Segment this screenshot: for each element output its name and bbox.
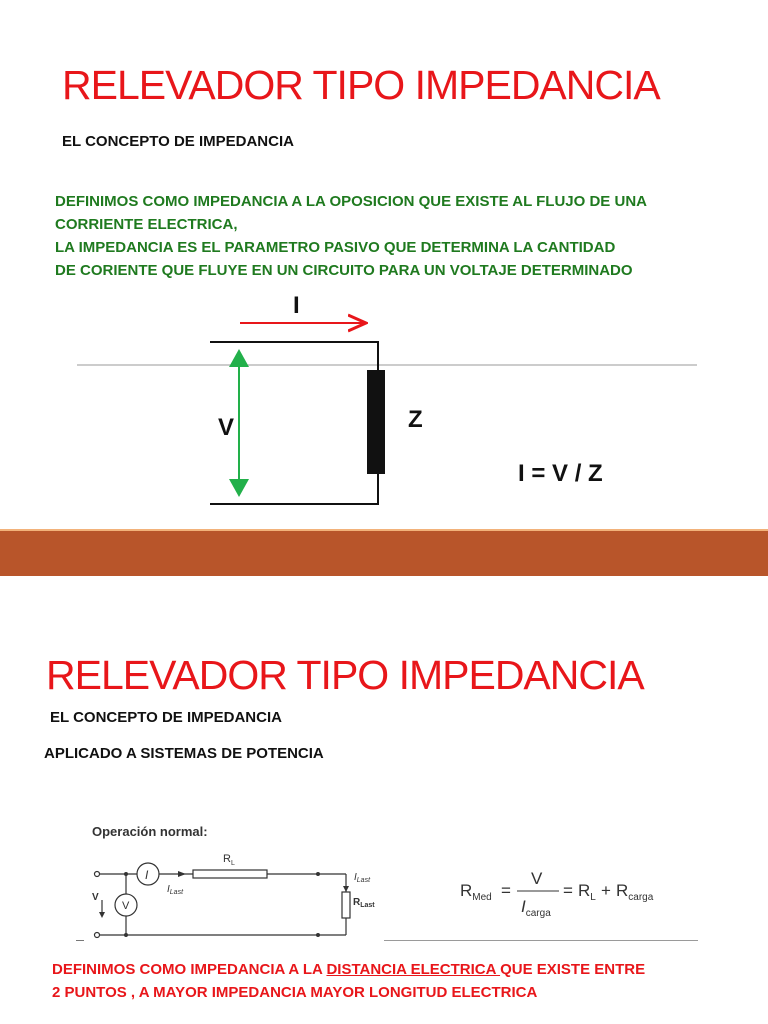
bottom-wire — [210, 474, 378, 504]
terminal-bottom — [95, 933, 100, 938]
plus-sign: + — [601, 881, 611, 900]
ilast-label-left: $I_{Last}$ — [167, 884, 184, 896]
current-label: I — [293, 292, 300, 319]
rlast-label: $R_{Last}$ — [353, 897, 375, 909]
slide2-subtitle: EL CONCEPTO DE IMPEDANCIA — [50, 709, 282, 726]
slide-separator-band — [0, 531, 768, 576]
rmed-lhs: $R_{Med}$ — [460, 881, 492, 903]
baseline-tick — [76, 940, 84, 941]
impedance-block — [367, 370, 385, 474]
slide2-title: RELEVADOR TIPO IMPEDANCIA — [46, 652, 644, 698]
slide1-subtitle: EL CONCEPTO DE IMPEDANCIA — [62, 133, 294, 150]
load-resistance — [342, 892, 350, 918]
definition-line: DEFINIMOS COMO IMPEDANCIA A LA OPOSICION QUE EXISTE AL FLUJO DE UNA — [55, 193, 647, 210]
normal-operation-circuit — [70, 818, 390, 948]
definition-part2: QUE EXISTE ENTRE — [500, 961, 646, 978]
ilast-label-right: $I_{Last}$ — [354, 872, 371, 884]
baseline-line — [384, 940, 698, 941]
rcarga-term: $R_{carga}$ — [616, 881, 654, 903]
voltmeter-label: V — [122, 900, 130, 912]
definition-line: LA IMPEDANCIA ES EL PARAMETRO PASIVO QUE DETERMINA LA CANTIDAD — [55, 239, 616, 256]
rl-term: $R_L$ — [578, 881, 596, 903]
eq-sign-2: = — [563, 881, 573, 900]
definition-line: DE CORIENTE QUE FLUYE EN UN CIRCUITO PARA UN VOLTAJE DETERMINADO — [55, 262, 633, 279]
slide1-definition — [55, 190, 647, 282]
slide2-applied: APLICADO A SISTEMAS DE POTENCIA — [44, 745, 324, 762]
rmed-formula — [455, 860, 675, 924]
definition-line: CORRIENTE ELECTRICA, — [55, 216, 238, 233]
impedance-circuit-diagram — [0, 285, 768, 525]
numerator: V — [531, 869, 543, 888]
circuit-heading: Operación normal: — [92, 824, 208, 839]
slide1-title: RELEVADOR TIPO IMPEDANCIA — [62, 62, 660, 108]
top-wire — [210, 342, 378, 370]
eq-sign: = — [501, 881, 511, 900]
denominator: $I_{carga}$ — [521, 897, 551, 919]
slide2-definition — [52, 958, 645, 1004]
ammeter-label: I — [145, 868, 149, 882]
ohms-law-formula: I = V / Z — [518, 460, 603, 487]
distancia-electrica-underlined: DISTANCIA ELECTRICA — [326, 961, 501, 978]
definition-line-1 — [52, 958, 645, 981]
v-label: V — [92, 892, 99, 903]
rl-label: $R_L$ — [223, 853, 235, 867]
impedance-label: Z — [408, 406, 423, 433]
line-resistance — [193, 870, 267, 878]
definition-part1: DEFINIMOS COMO IMPEDANCIA A LA — [52, 961, 327, 978]
voltage-label: V — [218, 414, 235, 441]
definition-line-2: 2 PUNTOS , A MAYOR IMPEDANCIA MAYOR LONGITUD ELECTRICA — [52, 984, 538, 1001]
terminal-top — [95, 872, 100, 877]
